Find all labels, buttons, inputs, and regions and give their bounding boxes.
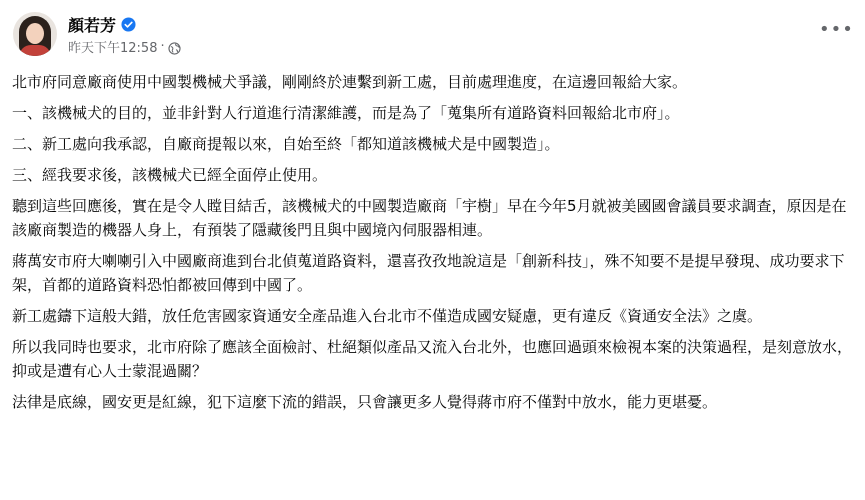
post-paragraph: 三、經我要求後，該機械犬已經全面停止使用。 <box>12 166 328 184</box>
post-meta <box>68 13 181 55</box>
post-paragraph: 聽到這些回應後，實在是令人瞠目結舌，該機械犬的中國製造廠商「宇樹」早在今年5月就被美國國會議員要求調查，原因是在該廠商製造的機器人身上，有預裝了隱藏後門且與中國境內伺服器相連。 <box>12 197 847 239</box>
post-paragraph: 一、該機械犬的目的，並非針對人行道進行清潔維護，而是為了「蒐集所有道路資料回報給北市府」。 <box>12 104 680 122</box>
post-paragraph: 蔣萬安市府大喇喇引入中國廠商進到台北偵蒐道路資料，還喜孜孜地說這是「創新科技」，殊不知要不是提早發現、成功要求下架，首都的道路資料恐怕都被回傳到中國了。 <box>12 252 845 294</box>
globe-icon[interactable] <box>168 40 181 53</box>
author-name[interactable]: 顏若芳 <box>68 15 117 35</box>
timestamp-row <box>68 37 181 55</box>
post-timestamp[interactable]: 昨天下午12:58 <box>68 40 158 56</box>
more-options-icon[interactable]: ••• <box>819 19 854 40</box>
author-row <box>68 13 181 35</box>
separator-dot: · <box>160 38 165 54</box>
post-paragraph: 法律是底線，國安更是紅線，犯下這麼下流的錯誤，只會讓更多人覺得蔣市府不僅對中放水，能力更堪憂。 <box>12 393 718 411</box>
post-paragraph: 新工處鑄下這般大錯，放任危害國家資通安全產品進入台北市不僅造成國安疑慮，更有違反《資通安全法》之虞。 <box>12 307 763 325</box>
post-paragraph: 北市府同意廠商使用中國製機械犬爭議，剛剛終於連繫到新工處，目前處理進度，在這邊回報給大家。 <box>12 73 688 91</box>
post-paragraph: 所以我同時也要求，北市府除了應該全面檢討、杜絕類似產品又流入台北外，也應回過頭來檢視本案的決策過程，是刻意放水，抑或是遭有心人士蒙混過關？ <box>12 338 853 380</box>
verified-badge-icon <box>121 17 136 32</box>
avatar-face <box>26 23 44 44</box>
post-header <box>13 10 181 58</box>
post-body <box>12 70 857 421</box>
avatar-shirt <box>19 45 51 56</box>
post-paragraph: 二、新工處向我承認，自廠商提報以來，自始至終「都知道該機械犬是中國製造」。 <box>12 135 560 153</box>
avatar[interactable] <box>13 12 57 56</box>
